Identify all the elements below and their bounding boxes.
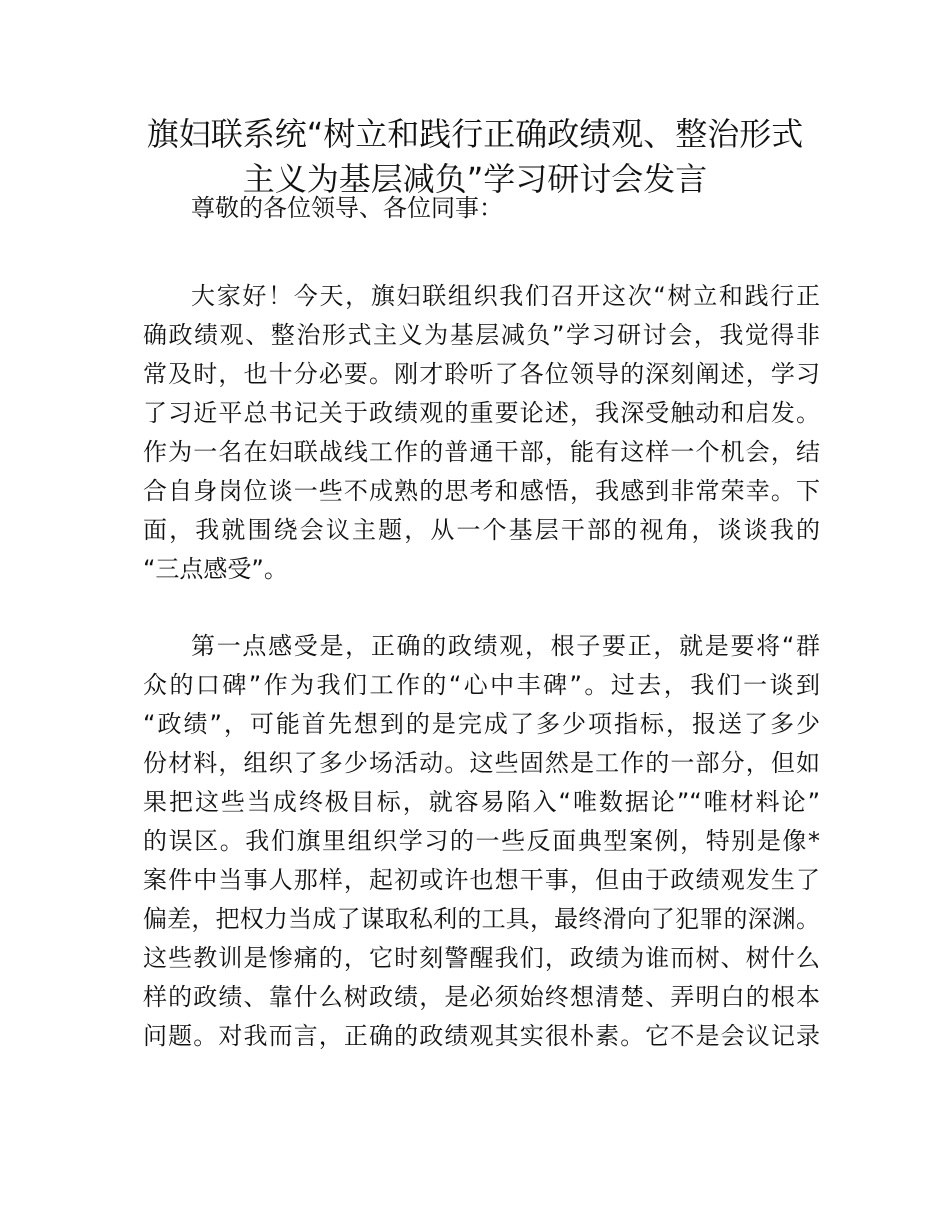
paragraph-line: 了习近平总书记关于政绩观的重要论述，我深受触动和启发。	[143, 399, 820, 427]
paragraph-2	[143, 627, 820, 1056]
paragraph-line: 案件中当事人那样，起初或许也想干事，但由于政绩观发生了	[143, 866, 820, 894]
paragraph-line: 果把这些当成终极目标，就容易陷入“唯数据论”“唯材料论”	[143, 788, 820, 816]
paragraph-1	[143, 277, 820, 589]
paragraph-line: 问题。对我而言，正确的政绩观其实很朴素。它不是会议记录	[143, 1022, 820, 1050]
paragraph-line: 这些教训是惨痛的，它时刻警醒我们，政绩为谁而树、树什么	[143, 944, 820, 972]
paragraph-line: 确政绩观、整治形式主义为基层减负”学习研讨会，我觉得非	[143, 321, 820, 349]
paragraph-line: 作为一名在妇联战线工作的普通干部，能有这样一个机会，结	[143, 438, 820, 466]
paragraph-line: 合自身岗位谈一些不成熟的思考和感悟，我感到非常荣幸。下	[143, 477, 820, 505]
paragraph-line: 大家好！今天，旗妇联组织我们召开这次“树立和践行正	[191, 282, 820, 310]
paragraph-line: 众的口碑”作为我们工作的“心中丰碑”。过去，我们一谈到	[143, 671, 820, 699]
title-line-2: 主义为基层减负”学习研讨会发言	[242, 160, 708, 198]
paragraph-line: 样的政绩、靠什么树政绩，是必须始终想清楚、弄明白的根本	[143, 983, 820, 1011]
paragraph-line: “三点感受”。	[143, 555, 288, 583]
paragraph-line: 的误区。我们旗里组织学习的一些反面典型案例，特别是像*	[143, 827, 820, 855]
paragraph-line: 偏差，把权力当成了谋取私利的工具，最终滑向了犯罪的深渊。	[143, 905, 820, 933]
paragraph-line: 常及时，也十分必要。刚才聆听了各位领导的深刻阐述，学习	[143, 360, 820, 388]
title-line-1: 旗妇联系统“树立和践行正确政绩观、整治形式	[146, 115, 804, 153]
paragraph-line: “政绩”，可能首先想到的是完成了多少项指标，报送了多少	[143, 710, 820, 738]
paragraph-line: 面，我就围绕会议主题，从一个基层干部的视角，谈谈我的	[143, 516, 820, 544]
paragraph-line: 份材料，组织了多少场活动。这些固然是工作的一部分，但如	[143, 749, 820, 777]
paragraph-line: 第一点感受是，正确的政绩观，根子要正，就是要将“群	[191, 632, 820, 660]
salutation-text: 尊敬的各位领导、各位同事：	[191, 194, 503, 222]
salutation	[143, 189, 820, 228]
